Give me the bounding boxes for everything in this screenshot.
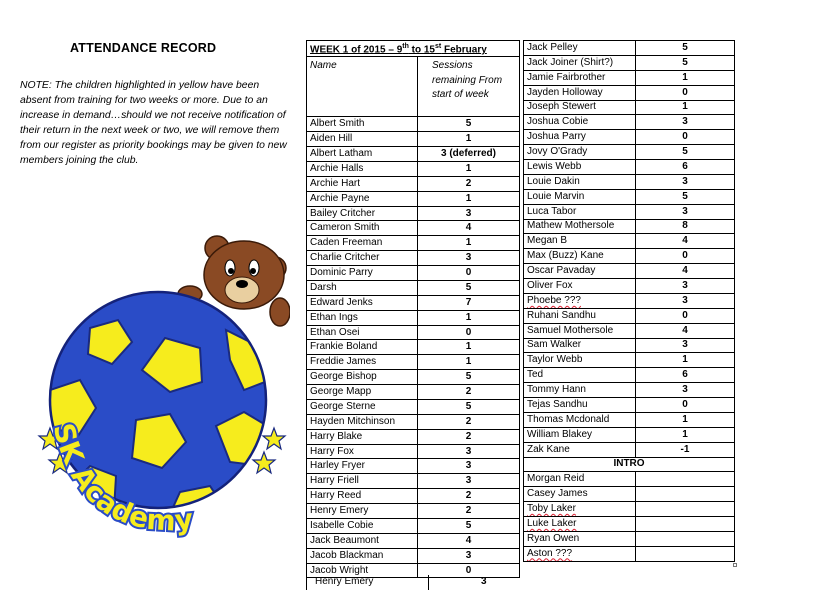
sessions-remaining: 0 xyxy=(636,249,735,264)
sessions-remaining: 5 xyxy=(636,189,735,204)
student-name: Ted xyxy=(524,368,636,383)
student-name: Zak Kane xyxy=(524,442,636,457)
table-row xyxy=(307,444,520,459)
student-name: Jayden Holloway xyxy=(524,85,636,100)
sessions-remaining xyxy=(636,517,735,532)
student-name: George Sterne xyxy=(307,399,418,414)
student-name: Casey James xyxy=(524,487,636,502)
table-row xyxy=(524,160,735,175)
table-row xyxy=(524,517,735,532)
student-name: Jamie Fairbrother xyxy=(524,70,636,85)
table-row xyxy=(524,85,735,100)
table-row xyxy=(524,368,735,383)
extra-row-name: Henry Emery xyxy=(315,576,374,587)
table-row xyxy=(307,206,520,221)
table-row xyxy=(307,161,520,176)
sessions-remaining: 3 xyxy=(636,115,735,130)
table-row xyxy=(524,130,735,145)
student-name: Sam Walker xyxy=(524,338,636,353)
sessions-remaining: 0 xyxy=(636,85,735,100)
sessions-remaining: 1 xyxy=(418,236,520,251)
student-name: Freddie James xyxy=(307,355,418,370)
student-name: Joseph Stewert xyxy=(524,100,636,115)
sessions-remaining xyxy=(636,487,735,502)
table-row xyxy=(307,504,520,519)
table-row xyxy=(524,546,735,561)
sessions-remaining: 5 xyxy=(636,55,735,70)
student-name: Louie Marvin xyxy=(524,189,636,204)
student-name: Archie Payne xyxy=(307,191,418,206)
table-row xyxy=(307,310,520,325)
student-name: Dominic Parry xyxy=(307,266,418,281)
table-row xyxy=(524,279,735,294)
student-name: Harry Fox xyxy=(307,444,418,459)
student-name: Mathew Mothersole xyxy=(524,219,636,234)
table-row xyxy=(307,266,520,281)
sessions-remaining xyxy=(636,546,735,561)
student-name: Aiden Hill xyxy=(307,132,418,147)
sessions-remaining: 1 xyxy=(418,310,520,325)
student-name: Louie Dakin xyxy=(524,174,636,189)
table-row xyxy=(524,308,735,323)
student-name: Charlie Critcher xyxy=(307,251,418,266)
table-row xyxy=(524,531,735,546)
sessions-remaining xyxy=(636,472,735,487)
table-row xyxy=(307,236,520,251)
table-row xyxy=(524,323,735,338)
table-row xyxy=(307,221,520,236)
sessions-remaining: 3 xyxy=(418,474,520,489)
column-name-header: Name xyxy=(307,57,418,117)
intro-header-row xyxy=(524,457,735,472)
sessions-remaining: 1 xyxy=(636,427,735,442)
student-name: Thomas Mcdonald xyxy=(524,412,636,427)
table-row xyxy=(307,474,520,489)
student-name: Megan B xyxy=(524,234,636,249)
student-name: Joshua Cobie xyxy=(524,115,636,130)
student-name: George Bishop xyxy=(307,370,418,385)
sessions-remaining xyxy=(636,531,735,546)
table-row xyxy=(307,414,520,429)
table-row xyxy=(524,219,735,234)
student-name: William Blakey xyxy=(524,427,636,442)
sessions-remaining: 1 xyxy=(418,132,520,147)
sessions-remaining: 3 xyxy=(636,174,735,189)
student-name: Isabelle Cobie xyxy=(307,518,418,533)
student-name: Lewis Webb xyxy=(524,160,636,175)
sessions-remaining: 0 xyxy=(636,398,735,413)
sessions-remaining: 6 xyxy=(636,368,735,383)
sessions-remaining: 6 xyxy=(636,160,735,175)
sessions-remaining: 5 xyxy=(636,145,735,160)
student-name: Frankie Boland xyxy=(307,340,418,355)
student-name: Hayden Mitchinson xyxy=(307,414,418,429)
attendance-table-left xyxy=(306,40,520,578)
table-row xyxy=(524,145,735,160)
table-resize-handle xyxy=(733,563,737,567)
table-row xyxy=(307,370,520,385)
sessions-remaining: 8 xyxy=(636,219,735,234)
table-row xyxy=(307,147,520,162)
table-row xyxy=(307,176,520,191)
sessions-remaining: 0 xyxy=(418,266,520,281)
table-row xyxy=(307,533,520,548)
student-name: Ruhani Sandhu xyxy=(524,308,636,323)
sessions-remaining: 3 xyxy=(636,293,735,308)
sessions-remaining: 5 xyxy=(636,41,735,56)
student-name: Ryan Owen xyxy=(524,531,636,546)
table-row xyxy=(307,399,520,414)
sessions-remaining: 4 xyxy=(636,264,735,279)
student-name: Samuel Mothersole xyxy=(524,323,636,338)
table-row xyxy=(524,234,735,249)
table-row xyxy=(307,191,520,206)
student-name: Jovy O'Grady xyxy=(524,145,636,160)
student-name: Joshua Parry xyxy=(524,130,636,145)
student-name: Henry Emery xyxy=(307,504,418,519)
sessions-remaining: 0 xyxy=(636,130,735,145)
sessions-remaining: 1 xyxy=(418,340,520,355)
table-row xyxy=(524,353,735,368)
table-row xyxy=(307,280,520,295)
sessions-remaining: 3 xyxy=(636,204,735,219)
table-row xyxy=(307,489,520,504)
sessions-remaining: 0 xyxy=(418,563,520,578)
week-header: WEEK 1 of 2015 – 9th to 15st February xyxy=(307,41,520,57)
table-row xyxy=(307,251,520,266)
sessions-remaining: -1 xyxy=(636,442,735,457)
table-row xyxy=(307,459,520,474)
sessions-remaining: 5 xyxy=(418,518,520,533)
student-name: Max (Buzz) Kane xyxy=(524,249,636,264)
table-row xyxy=(524,100,735,115)
table-row xyxy=(524,398,735,413)
sessions-remaining: 2 xyxy=(418,385,520,400)
sessions-remaining: 1 xyxy=(418,355,520,370)
sessions-remaining: 5 xyxy=(418,399,520,414)
table-row xyxy=(524,264,735,279)
sessions-remaining: 1 xyxy=(636,353,735,368)
table-row xyxy=(524,472,735,487)
student-name: Jacob Blackman xyxy=(307,548,418,563)
student-name: Tommy Hann xyxy=(524,383,636,398)
student-name: Morgan Reid xyxy=(524,472,636,487)
student-name: Harley Fryer xyxy=(307,459,418,474)
column-sessions-header: Sessions remaining From start of week xyxy=(418,57,520,117)
sessions-remaining: 1 xyxy=(636,70,735,85)
table-row xyxy=(524,115,735,130)
student-name: George Mapp xyxy=(307,385,418,400)
student-name: Albert Smith xyxy=(307,117,418,132)
sessions-remaining: 4 xyxy=(418,533,520,548)
sessions-remaining: 2 xyxy=(418,429,520,444)
table-row xyxy=(524,412,735,427)
table-row xyxy=(524,338,735,353)
sk-academy-logo xyxy=(30,230,290,550)
sessions-remaining: 3 xyxy=(636,279,735,294)
table-row xyxy=(524,383,735,398)
student-name: Jack Joiner (Shirt?) xyxy=(524,55,636,70)
table-row xyxy=(307,295,520,310)
sessions-remaining: 4 xyxy=(636,234,735,249)
sessions-remaining: 5 xyxy=(418,117,520,132)
student-name: Edward Jenks xyxy=(307,295,418,310)
table-row xyxy=(524,70,735,85)
table-row xyxy=(524,487,735,502)
page-title: ATTENDANCE RECORD xyxy=(70,41,217,55)
student-name: Jack Beaumont xyxy=(307,533,418,548)
student-name: Phoebe ??? xyxy=(524,293,636,308)
sessions-remaining: 3 xyxy=(418,206,520,221)
sessions-remaining: 1 xyxy=(418,161,520,176)
sessions-remaining: 4 xyxy=(636,323,735,338)
table-row xyxy=(307,325,520,340)
table-row xyxy=(307,385,520,400)
sessions-remaining: 3 (deferred) xyxy=(418,147,520,162)
table-row xyxy=(524,502,735,517)
absence-note: NOTE: The children highlighted in yellow have been absent from training for two weeks or more. Due to an increase in demand…should we not receive notification of their return in the next week or two, we will remove them from our register as priority bookings may be given to new members joining the club. xyxy=(20,80,287,166)
student-name: Taylor Webb xyxy=(524,353,636,368)
sessions-remaining: 3 xyxy=(418,548,520,563)
table-row xyxy=(307,429,520,444)
table-row xyxy=(307,548,520,563)
extra-row-value: 3 xyxy=(481,576,487,587)
student-name: Cameron Smith xyxy=(307,221,418,236)
table-row xyxy=(307,355,520,370)
sessions-remaining: 5 xyxy=(418,370,520,385)
table-row xyxy=(524,293,735,308)
table-row xyxy=(524,41,735,56)
student-name: Toby Laker xyxy=(524,502,636,517)
student-name: Tejas Sandhu xyxy=(524,398,636,413)
intro-label: INTRO xyxy=(524,457,735,472)
sessions-remaining: 3 xyxy=(418,251,520,266)
student-name: Darsh xyxy=(307,280,418,295)
sessions-remaining: 3 xyxy=(418,459,520,474)
sessions-remaining: 0 xyxy=(636,308,735,323)
sessions-remaining: 7 xyxy=(418,295,520,310)
sessions-remaining: 2 xyxy=(418,504,520,519)
student-name: Jack Pelley xyxy=(524,41,636,56)
table-row xyxy=(524,427,735,442)
student-name: Albert Latham xyxy=(307,147,418,162)
table-row xyxy=(524,174,735,189)
student-name: Harry Reed xyxy=(307,489,418,504)
sessions-remaining: 4 xyxy=(418,221,520,236)
sessions-remaining: 2 xyxy=(418,176,520,191)
student-name: Jacob Wright xyxy=(307,563,418,578)
extra-row xyxy=(306,575,519,590)
sessions-remaining: 5 xyxy=(418,280,520,295)
sessions-remaining: 1 xyxy=(418,191,520,206)
table-row xyxy=(524,442,735,457)
student-name: Archie Halls xyxy=(307,161,418,176)
student-name: Ethan Ings xyxy=(307,310,418,325)
sessions-remaining: 1 xyxy=(636,412,735,427)
student-name: Archie Hart xyxy=(307,176,418,191)
table-row xyxy=(524,249,735,264)
student-name: Caden Freeman xyxy=(307,236,418,251)
table-row xyxy=(524,55,735,70)
sessions-remaining: 2 xyxy=(418,489,520,504)
logo-text: SK Academy xyxy=(46,419,195,538)
student-name: Oliver Fox xyxy=(524,279,636,294)
sessions-remaining: 3 xyxy=(418,444,520,459)
table-row xyxy=(524,204,735,219)
student-name: Oscar Pavaday xyxy=(524,264,636,279)
student-name: Luke Laker xyxy=(524,517,636,532)
sessions-remaining: 1 xyxy=(636,100,735,115)
student-name: Aston ??? xyxy=(524,546,636,561)
table-row xyxy=(307,340,520,355)
student-name: Luca Tabor xyxy=(524,204,636,219)
table-row xyxy=(524,189,735,204)
sessions-remaining xyxy=(636,502,735,517)
student-name: Bailey Critcher xyxy=(307,206,418,221)
table-row xyxy=(307,117,520,132)
student-name: Harry Blake xyxy=(307,429,418,444)
sessions-remaining: 3 xyxy=(636,383,735,398)
table-row xyxy=(307,518,520,533)
student-name: Harry Friell xyxy=(307,474,418,489)
sessions-remaining: 2 xyxy=(418,414,520,429)
sessions-remaining: 3 xyxy=(636,338,735,353)
table-row xyxy=(307,132,520,147)
attendance-table-right xyxy=(523,40,735,562)
sessions-remaining: 0 xyxy=(418,325,520,340)
student-name: Ethan Osei xyxy=(307,325,418,340)
